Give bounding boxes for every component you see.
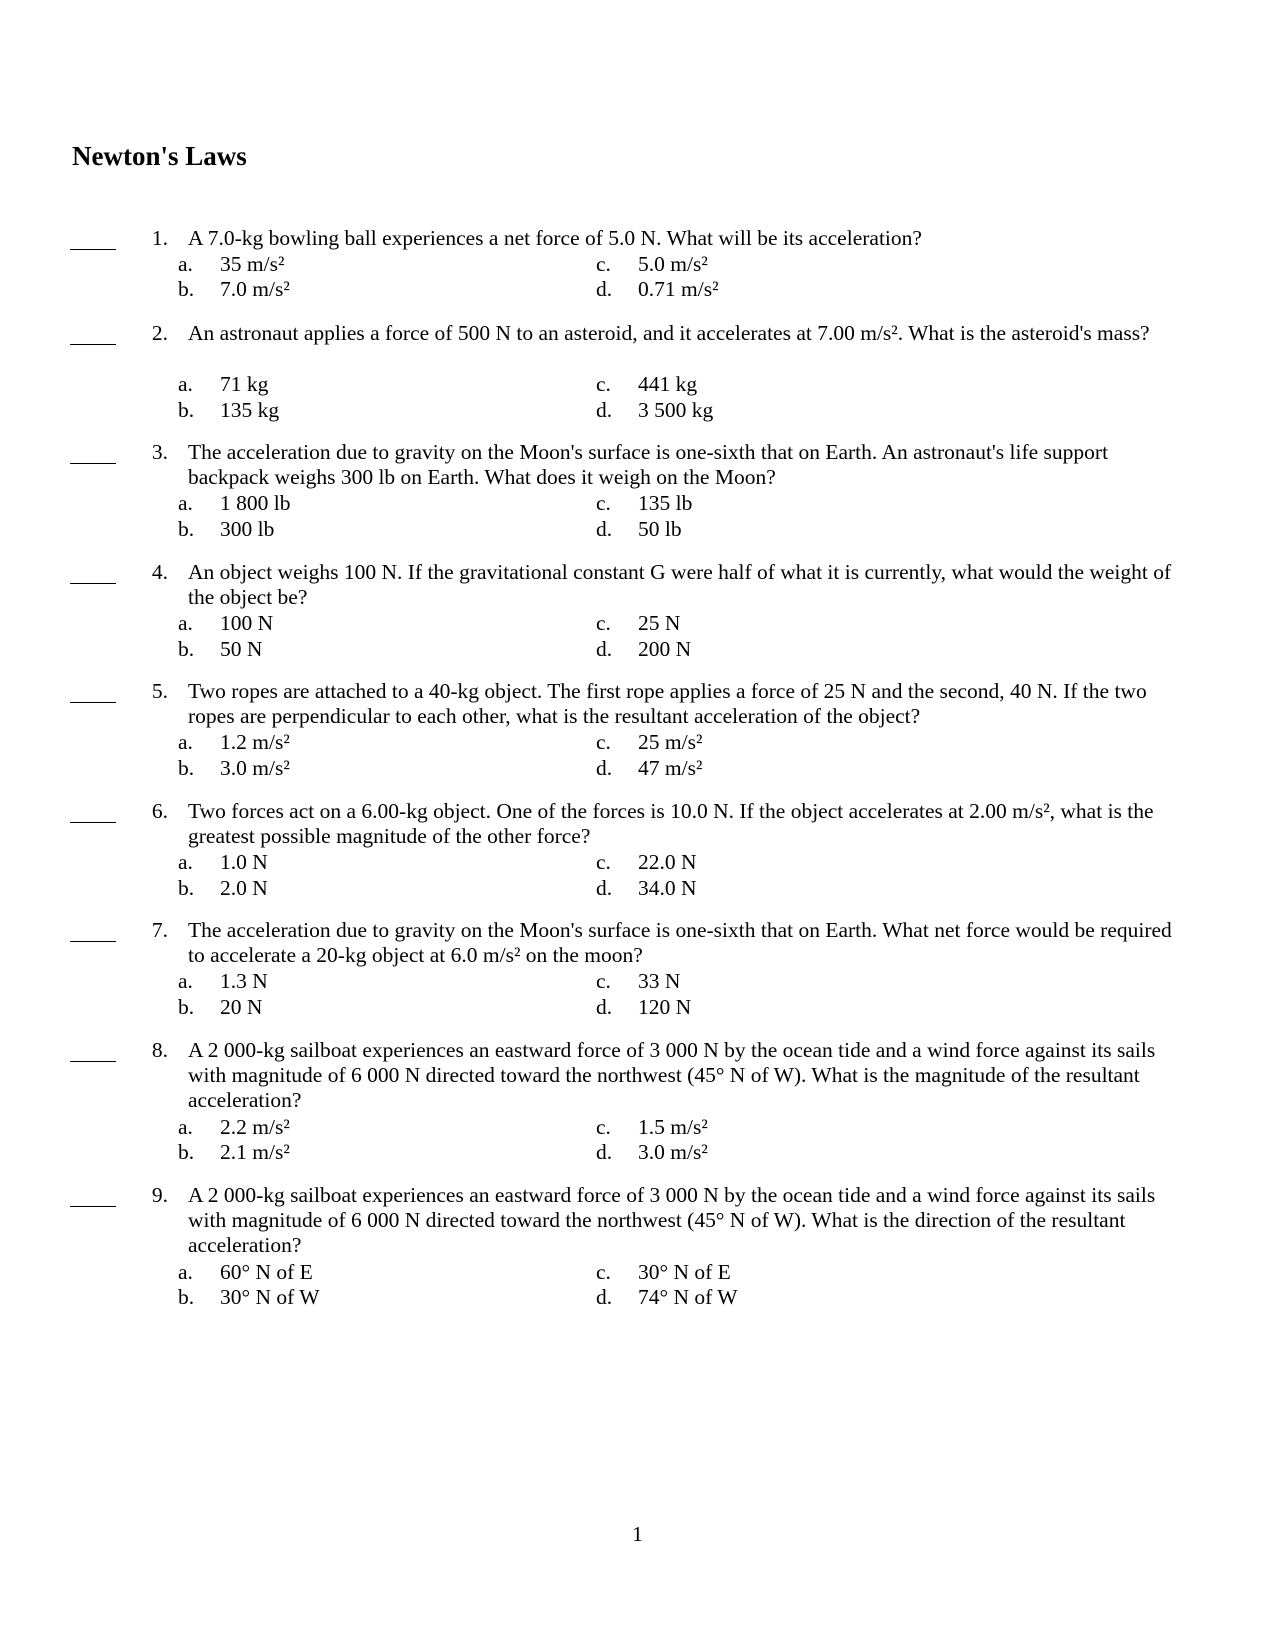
question-number: 9. [151, 1183, 168, 1207]
choice-letter: c. [596, 1259, 611, 1284]
choice-text: 2.0 N [220, 875, 268, 900]
choice-letter: a. [178, 1259, 193, 1284]
choice-text: 0.71 m/s² [638, 277, 719, 301]
choice-text: 22.0 N [638, 850, 697, 874]
answer-blank[interactable] [70, 560, 116, 584]
choice-letter: a. [178, 251, 193, 276]
choice-letter: d. [596, 755, 613, 780]
question-text: An astronaut applies a force of 500 N to an asteroid, and it accelerates at 7.00 m/s². What is the asteroid's mass? [188, 321, 1150, 345]
choice-letter: c. [596, 372, 611, 396]
question-text: The acceleration due to gravity on the Moon's surface is one-sixth that on Earth. What net force would be required to accelerate a 20-kg object at 6.0 m/s² on the moon? [188, 918, 1172, 967]
choice-letter: d. [596, 1140, 613, 1164]
question-number: 6. [151, 799, 168, 823]
choice-text: 135 kg [220, 397, 280, 422]
choice-text: 30° N of E [638, 1259, 731, 1284]
choice-text: 74° N of W [638, 1285, 738, 1309]
choice-text: 2.1 m/s² [220, 1140, 290, 1164]
choice-text: 60° N of E [220, 1259, 313, 1284]
choice-letter: b. [178, 875, 195, 900]
question-text: A 2 000-kg sailboat experiences an eastward force of 3 000 N by the ocean tide and a wind force against its sails with magnitude of 6 000 N directed toward the northwest (45° N of W). What is the magnitude of the resultant acceleration? [188, 1038, 1156, 1112]
question-text: An object weighs 100 N. If the gravitational constant G were half of what it is currently, what would the weight of the object be? [188, 560, 1172, 609]
choice-text: 135 lb [638, 491, 693, 515]
answer-blank[interactable] [70, 918, 116, 942]
answer-blank[interactable] [70, 321, 116, 345]
choice-letter: a. [178, 372, 193, 396]
choice-text: 300 lb [220, 516, 275, 541]
choice-letter: d. [596, 516, 613, 541]
choice-letter: c. [596, 491, 611, 515]
choice-text: 120 N [638, 994, 692, 1019]
question-text: A 2 000-kg sailboat experiences an eastward force of 3 000 N by the ocean tide and a wind force against its sails with magnitude of 6 000 N directed toward the northwest (45° N of W). What is the direction of the resultant acceleration? [188, 1183, 1156, 1257]
choice-text: 3 500 kg [638, 397, 714, 422]
choice-text: 100 N [220, 611, 274, 635]
choice-letter: a. [178, 969, 193, 993]
question-number: 2. [151, 321, 168, 345]
choice-letter: b. [178, 1140, 195, 1164]
choice-text: 3.0 m/s² [638, 1140, 708, 1164]
answer-blank[interactable] [70, 1038, 116, 1062]
choice-letter: a. [178, 730, 193, 754]
choice-letter: b. [178, 277, 195, 301]
choice-letter: c. [596, 251, 611, 276]
choice-letter: b. [178, 994, 195, 1019]
choice-text: 1.0 N [220, 850, 268, 874]
choice-letter: a. [178, 611, 193, 635]
choice-letter: a. [178, 491, 193, 515]
choice-text: 50 N [220, 636, 263, 661]
choice-text: 25 m/s² [638, 730, 703, 754]
choice-text: 1.5 m/s² [638, 1114, 708, 1139]
choice-text: 1.3 N [220, 969, 268, 993]
choice-letter: d. [596, 994, 613, 1019]
choice-text: 50 lb [638, 516, 682, 541]
choice-text: 441 kg [638, 372, 698, 396]
choice-letter: b. [178, 636, 195, 661]
choice-text: 2.2 m/s² [220, 1114, 290, 1139]
choice-letter: c. [596, 969, 611, 993]
choice-text: 47 m/s² [638, 755, 703, 780]
choice-letter: c. [596, 730, 611, 754]
page-number: 1 [632, 1522, 643, 1546]
page-title: Newton's Laws [72, 141, 247, 171]
choice-letter: d. [596, 636, 613, 661]
choice-letter: d. [596, 277, 613, 301]
choice-letter: b. [178, 397, 195, 422]
answer-blank[interactable] [70, 679, 116, 703]
question-text: Two forces act on a 6.00-kg object. One of the forces is 10.0 N. If the object accelerates at 2.00 m/s², what is the greatest possible magnitude of the other force? [188, 799, 1154, 848]
choice-text: 3.0 m/s² [220, 755, 290, 780]
answer-blank[interactable] [70, 1183, 116, 1207]
choice-text: 7.0 m/s² [220, 277, 290, 301]
question-number: 5. [151, 679, 168, 703]
choice-letter: c. [596, 1114, 611, 1139]
choice-text: 34.0 N [638, 875, 697, 900]
question-text: The acceleration due to gravity on the Moon's surface is one-sixth that on Earth. An astronaut's life support backpack weighs 300 lb on Earth. What does it weigh on the Moon? [188, 440, 1109, 489]
choice-text: 1.2 m/s² [220, 730, 290, 754]
choice-letter: b. [178, 1285, 195, 1309]
answer-blank[interactable] [70, 226, 116, 250]
question-text: Two ropes are attached to a 40-kg object. The first rope applies a force of 25 N and the second, 40 N. If the two ropes are perpendicular to each other, what is the resultant acceleration of the object? [188, 679, 1147, 728]
question-number: 3. [151, 440, 168, 464]
choice-text: 5.0 m/s² [638, 251, 708, 276]
choice-letter: a. [178, 1114, 193, 1139]
choice-text: 30° N of W [220, 1285, 320, 1309]
choice-text: 20 N [220, 994, 263, 1019]
question-text: A 7.0-kg bowling ball experiences a net force of 5.0 N. What will be its acceleration? [188, 226, 922, 250]
choice-text: 35 m/s² [220, 251, 285, 276]
choice-text: 200 N [638, 636, 692, 661]
choice-text: 33 N [638, 969, 681, 993]
choice-text: 71 kg [220, 372, 269, 396]
question-number: 4. [151, 560, 168, 584]
choice-letter: b. [178, 755, 195, 780]
choice-letter: d. [596, 1285, 613, 1309]
choice-letter: d. [596, 397, 613, 422]
question-number: 1. [151, 226, 168, 250]
choice-letter: b. [178, 516, 195, 541]
choice-text: 1 800 lb [220, 491, 291, 515]
choice-letter: c. [596, 611, 611, 635]
question-number: 8. [151, 1038, 168, 1062]
question-number: 7. [151, 918, 168, 942]
choice-text: 25 N [638, 611, 681, 635]
answer-blank[interactable] [70, 799, 116, 823]
choice-letter: d. [596, 875, 613, 900]
answer-blank[interactable] [70, 440, 116, 464]
choice-letter: c. [596, 850, 611, 874]
choice-letter: a. [178, 850, 193, 874]
